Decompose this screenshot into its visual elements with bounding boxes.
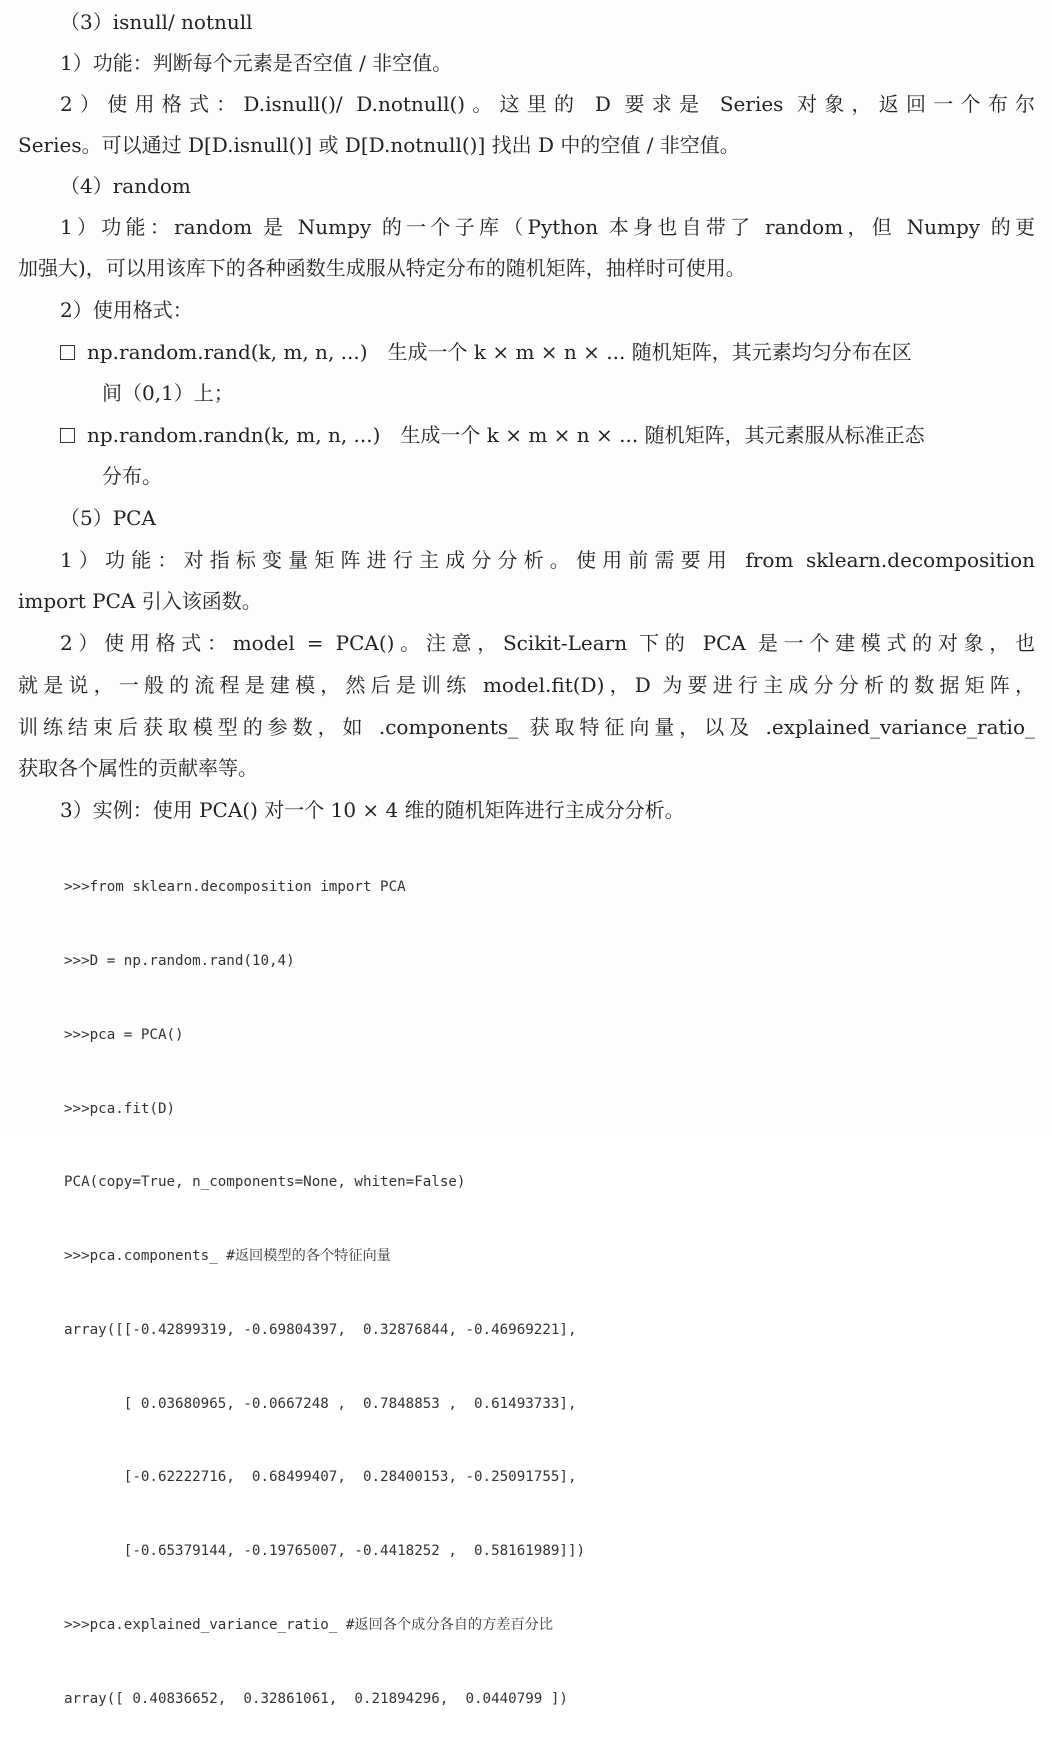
code-line: >>>from sklearn.decomposition import PCA — [64, 879, 406, 896]
bullet-item-rand — [60, 338, 1035, 366]
paragraph-line: 3）实例：使用 PCA() 对一个 10 × 4 维的随机矩阵进行主成分分析。 — [60, 798, 685, 822]
paragraph-line: 间（0,1）上； — [102, 381, 234, 405]
paragraph-line: 1）功能：random 是 Numpy 的一个子库（Python 本身也自带了 random，但 Numpy 的更 — [60, 215, 1035, 239]
code-block — [64, 826, 585, 1761]
code-line: >>>pca.explained_variance_ratio_ #返回各个成分各自的方差百分比 — [64, 1617, 554, 1633]
heading-random: （4）random — [60, 174, 191, 198]
bullet-item-randn — [60, 421, 1035, 449]
paragraph-line: 1）功能：对指标变量矩阵进行主成分分析。使用前需要用 from sklearn.decomposition — [60, 548, 1035, 572]
paragraph-line: 1）功能：判断每个元素是否空值 / 非空值。 — [60, 51, 453, 75]
paragraph-line: 分布。 — [102, 464, 162, 488]
code-line: >>>D = np.random.rand(10,4) — [64, 952, 295, 969]
paragraph-line: 获取各个属性的贡献率等。 — [18, 756, 258, 780]
checkbox-bullet-icon — [60, 345, 75, 360]
paragraph-line: 2）使用格式：model = PCA()。注意，Scikit-Learn 下的 PCA 是一个建模式的对象，也 — [60, 631, 1035, 655]
checkbox-bullet-icon — [60, 428, 75, 443]
code-line: >>>pca.fit(D) — [64, 1100, 176, 1117]
heading-isnull: （3）isnull/ notnull — [60, 10, 253, 34]
paragraph-line: import PCA 引入该函数。 — [18, 589, 262, 613]
paragraph-line: 就是说，一般的流程是建模，然后是训练 model.fit(D)，D 为要进行主成分分析的数据矩阵， — [18, 673, 1035, 697]
code-line: [ 0.03680965, -0.0667248 , 0.7848853 , 0.61493733], — [64, 1395, 577, 1412]
code-line: PCA(copy=True, n_components=None, whiten=False) — [64, 1174, 466, 1191]
code-line: [-0.65379144, -0.19765007, -0.4418252 , 0.58161989]]) — [64, 1543, 586, 1560]
heading-pca: （5）PCA — [60, 506, 156, 530]
paragraph-line: Series。可以通过 D[D.isnull()] 或 D[D.notnull()] 找出 D 中的空值 / 非空值。 — [18, 133, 740, 157]
code-line: >>>pca.components_ #返回模型的各个特征向量 — [64, 1248, 391, 1265]
code-line: [-0.62222716, 0.68499407, 0.28400153, -0.25091755], — [64, 1469, 577, 1486]
paragraph-line: 加强大)，可以用该库下的各种函数生成服从特定分布的随机矩阵，抽样时可使用。 — [18, 256, 746, 280]
paragraph-line: 2）使用格式： — [60, 298, 193, 322]
paragraph-line: 训练结束后获取模型的参数，如 .components_ 获取特征向量，以及 .explained_variance_ratio_ — [18, 715, 1035, 739]
bullet-text: np.random.rand(k, m, n, ...) 生成一个 k × m × n × ... 随机矩阵，其元素均匀分布在区 — [87, 340, 912, 364]
bullet-text: np.random.randn(k, m, n, ...) 生成一个 k × m × n × ... 随机矩阵，其元素服从标准正态 — [87, 423, 925, 447]
code-line: array([ 0.40836652, 0.32861061, 0.21894296, 0.0440799 ]) — [64, 1690, 568, 1707]
paragraph-line: 2）使用格式：D.isnull()/ D.notnull()。这里的 D 要求是 Series 对象，返回一个布尔 — [60, 92, 1035, 116]
code-line: array([[-0.42899319, -0.69804397, 0.32876844, -0.46969221], — [64, 1321, 577, 1338]
code-line: >>>pca = PCA() — [64, 1026, 184, 1043]
